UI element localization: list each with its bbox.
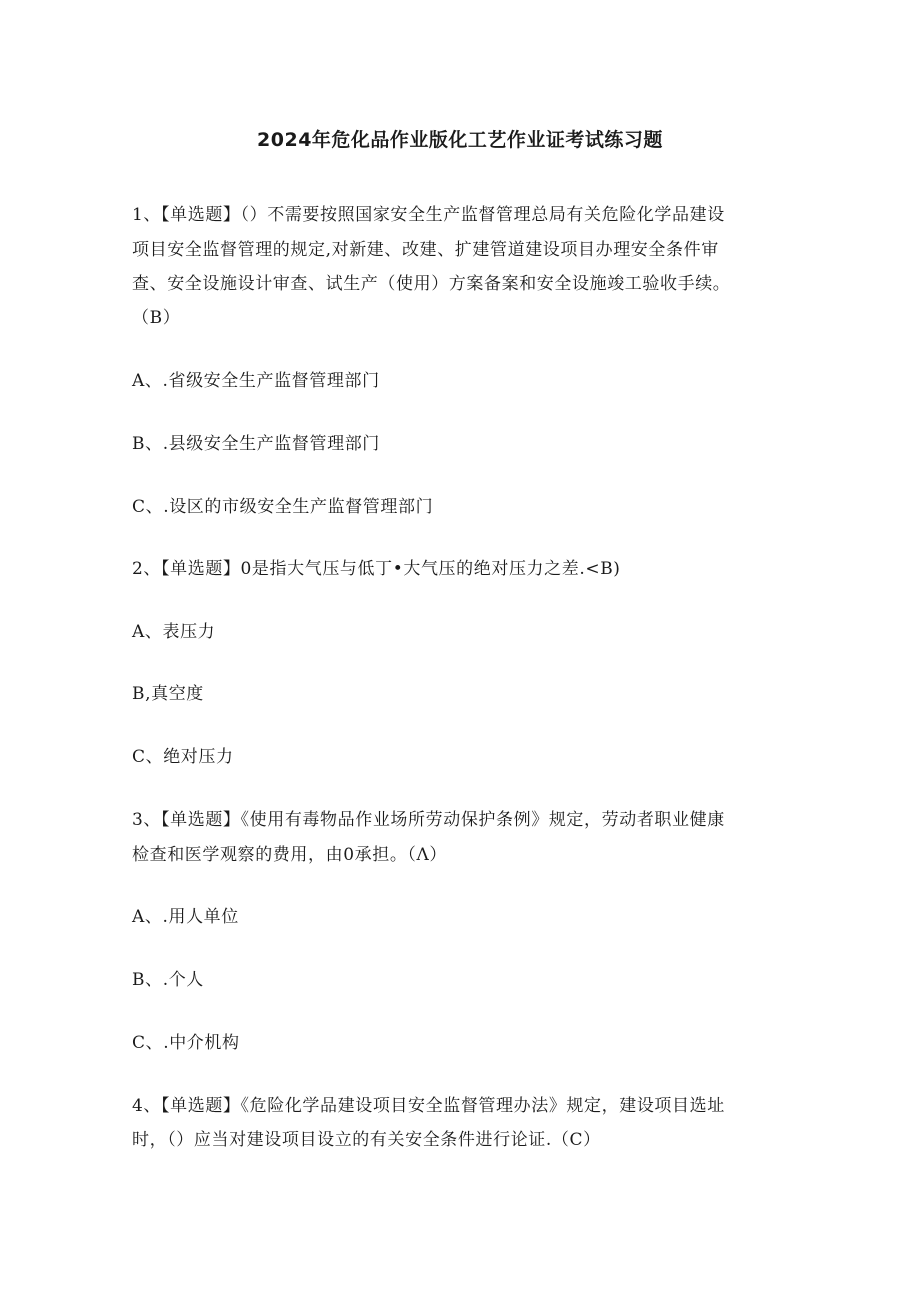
question-4-stem-line-1: 4、【单选题】《危险化学品建设项目安全监督管理办法》规定，建设项目选址	[132, 1096, 725, 1116]
question-1-option-b: B、.县级安全生产监督管理部门	[132, 434, 380, 454]
question-1-option-a: A、.省级安全生产监督管理部门	[132, 371, 380, 391]
question-4-stem-line-2: 时，（）应当对建设项目设立的有关安全条件进行论证.（C）	[132, 1130, 601, 1150]
question-1-answer: （B）	[132, 308, 181, 328]
question-3-option-a: A、.用人单位	[132, 907, 239, 927]
question-1-stem-line-3: 查、安全设施设计审查、试生产（使用）方案备案和安全设施竣工验收手续。	[132, 274, 731, 294]
question-3-option-b: B、.个人	[132, 970, 204, 990]
question-2-option-c: C、绝对压力	[132, 747, 234, 767]
question-1-stem-line-1: 1、【单选题】（）不需要按照国家安全生产监督管理总局有关危险化学品建设	[132, 205, 725, 225]
question-3-option-c: C、.中介机构	[132, 1033, 240, 1053]
question-1-option-c: C、.设区的市级安全生产监督管理部门	[132, 497, 434, 517]
document-title: 2024年危化品作业版化工艺作业证考试练习题	[257, 129, 663, 151]
question-2-option-a: A、表压力	[132, 622, 216, 642]
question-2-stem-line-1: 2、【单选题】0是指大气压与低丁•大气压的绝对压力之差.<B)	[132, 559, 621, 579]
question-2-option-b: B,真空度	[132, 684, 204, 704]
question-1-stem-line-2: 项目安全监督管理的规定,对新建、改建、扩建管道建设项目办理安全条件审	[132, 240, 719, 260]
question-3-stem-line-1: 3、【单选题】《使用有毒物品作业场所劳动保护条例》规定，劳动者职业健康	[132, 810, 725, 830]
question-3-stem-line-2: 检查和医学观察的费用，由0承担。（Λ）	[132, 845, 447, 865]
